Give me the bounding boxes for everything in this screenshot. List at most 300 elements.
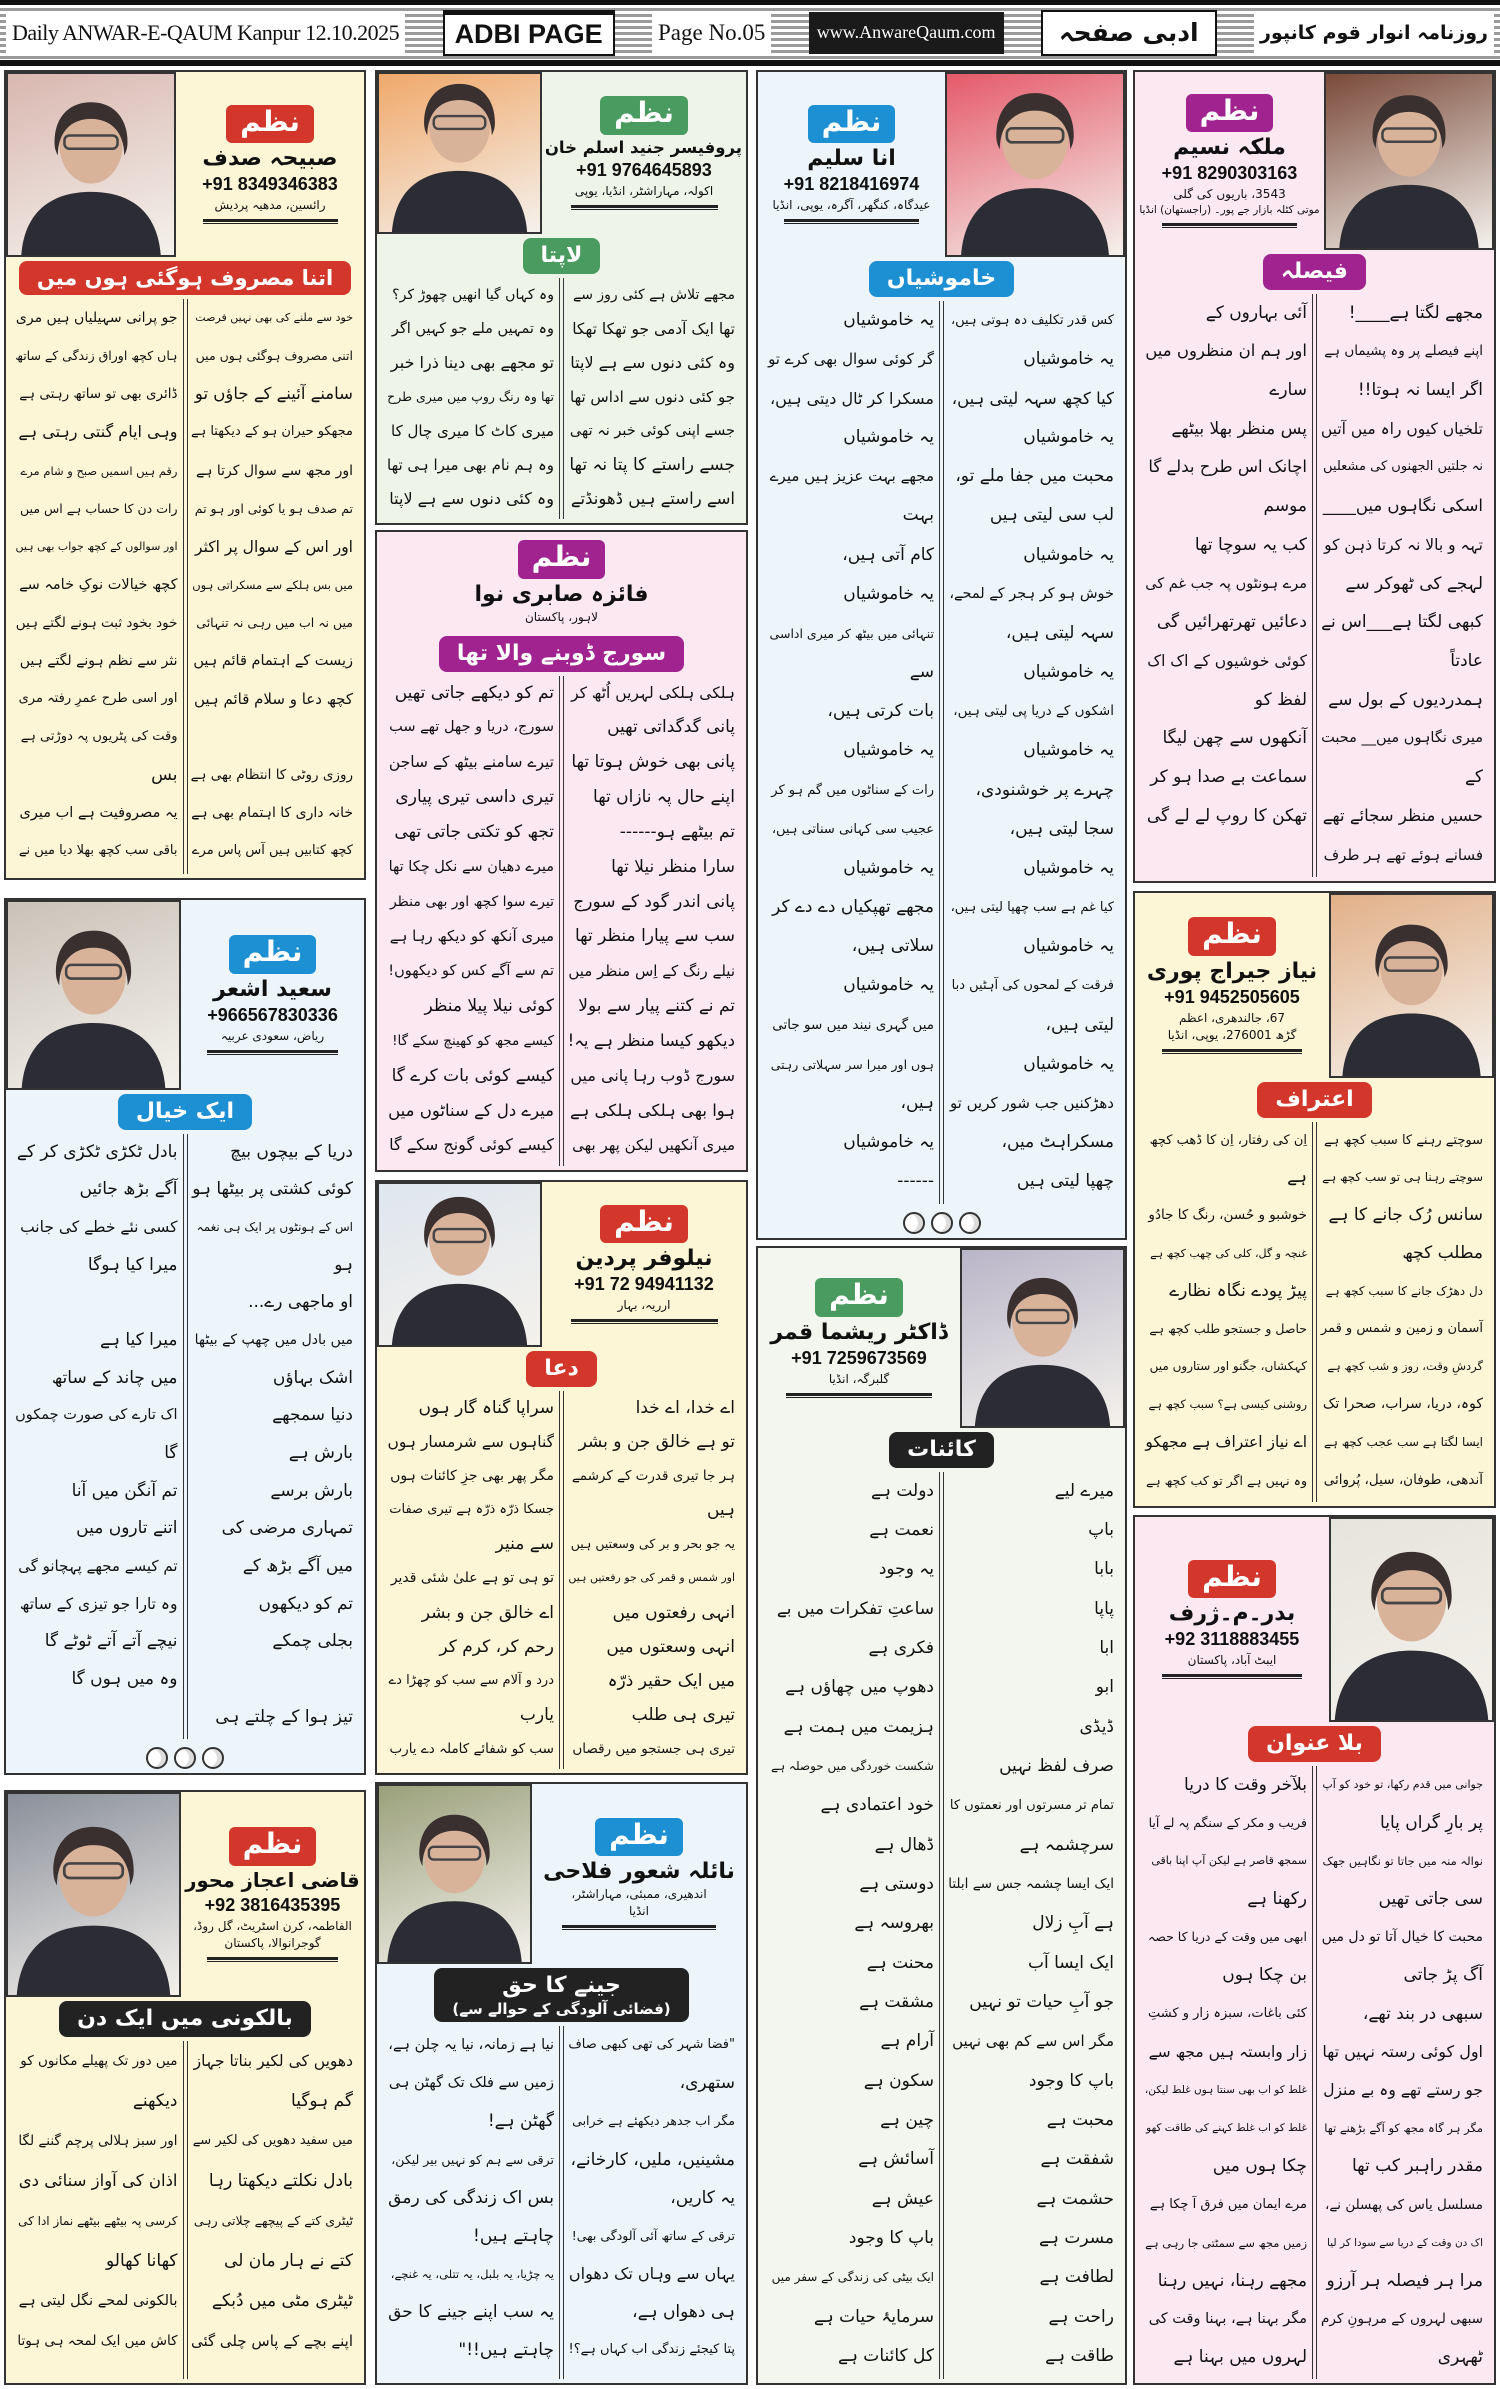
poem-line: تم نے کتنے پیار سے بولا <box>578 996 735 1017</box>
poem-column <box>944 1472 1119 2380</box>
poem-line: بن چکا ہوں <box>1222 1965 1307 1986</box>
poet-name: نیلوفر پردین <box>575 1246 713 1272</box>
poem-line: لیتی ہیں، <box>1045 1014 1114 1035</box>
poem-line: دنیا سمجھے <box>272 1405 353 1426</box>
poem-line: مجھے رہنا، نہیں رہنا <box>1157 2270 1307 2291</box>
poem-line: راحت ہے <box>1048 2306 1114 2327</box>
poem-line: یہ خاموشیاں <box>1023 662 1114 683</box>
poem-line: میری آنکھ کو دیکھ رہا ہے <box>389 927 554 946</box>
poet-info <box>181 1792 364 1997</box>
poem-line: صرف لفظ نہیں <box>999 1755 1114 1776</box>
poem-line: تم آنگن میں آنا <box>71 1480 178 1501</box>
poem-line: اتنی مصروف ہوگئی ہوں میں <box>195 348 353 364</box>
poem-line: سب کو شفائے کاملہ دے یارب <box>389 1741 554 1758</box>
poem-line: شفقت ہے <box>1040 2149 1114 2170</box>
poem-line: آسمان و زمین و شمس و قمر <box>1320 1321 1483 1337</box>
poem-line: دولت ہے <box>871 1480 934 1501</box>
poem-line: ایسا لگتا ہے سب عجب کچھ ہے <box>1323 1434 1483 1449</box>
poem-line: آنکھوں سے چھن لیگا <box>1162 728 1307 749</box>
poem-header <box>758 1248 1125 1428</box>
poem-line: میری آنکھیں لیکن پھر بھی <box>572 1136 735 1155</box>
poem-line: غلط کو اب غلط کہنے کی طاقت کھو <box>1146 2122 1307 2135</box>
poem-line: مرے ہونٹوں پہ جب غم کی <box>1145 575 1307 592</box>
poet-address: گڑھ 276001، یوپی، انڈیا <box>1167 1027 1297 1042</box>
poem-line: اور سبز ہلالی پرچم گننے لگا <box>18 2132 178 2149</box>
poem-line: تھا وہ رنگ روپ میں میری طرح <box>387 388 554 404</box>
poem-line: یہ خاموشیاں <box>1023 427 1114 448</box>
poem-line: مقدر راہبر کب تھا <box>1352 2156 1483 2177</box>
nazm-badge: نظم <box>815 1278 903 1317</box>
poem-column <box>564 676 740 1167</box>
poet-address: گلبرگہ، انڈیا <box>828 1371 890 1386</box>
poem-line: خوش ہو کر ہجر کے لمحے، <box>949 585 1114 602</box>
poem-line: غنچہ و گل، کلی کی چھب کچھ ہے <box>1150 1246 1307 1260</box>
poem-body <box>1135 1766 1494 2384</box>
poem-line: نثر سے نظم ہونے لگتے ہیں <box>19 652 178 669</box>
poem-title-text: سورج ڈوبنے والا تھا <box>456 641 667 666</box>
poem-line: یہ خاموشیاں <box>1023 348 1114 369</box>
poem-line: ہے <box>1287 1167 1307 1188</box>
poem-line: کیا غم ہے سب چھپا لیتی ہیں، <box>950 900 1114 916</box>
poem-line: شکست خوردگی میں حوصلہ ہے <box>771 1758 934 1773</box>
poet-info <box>758 72 945 257</box>
poem-line: ہوں اور میرا سر سہلاتی رہتی <box>770 1056 934 1072</box>
poem-line: بس <box>151 765 178 785</box>
poem-line: یہ مصروفیت ہے اب میری <box>19 805 178 822</box>
poem-header <box>377 72 746 234</box>
poem-line: سے <box>909 662 934 683</box>
poem-line: تو ہی تو ہے علیٰ شئی قدیر <box>390 1570 554 1587</box>
poem-line: انہی وسعتوں میں <box>606 1636 735 1657</box>
poem-line: تو ہے خالق جن و بشر <box>578 1431 735 1452</box>
poem-column <box>188 299 359 874</box>
poem-column <box>564 2026 740 2379</box>
poet-address: 67، جالندھری، اعظم <box>1179 1010 1285 1025</box>
poem-title-text: ایک خیال <box>135 1099 235 1124</box>
column-divider <box>939 301 944 1205</box>
poem-column <box>1317 1766 1488 2380</box>
poem-line: اپنے بچے کے پاس چلی گئی <box>190 2331 353 2350</box>
divider-rule <box>784 219 918 224</box>
poem-line: میں ایک حقیر ذرّہ <box>607 1670 735 1691</box>
poem-line <box>17 1284 178 1322</box>
nazm-badge: نظم <box>1188 1560 1276 1599</box>
poem-title-text: دعا <box>544 1356 579 1381</box>
poem-line: سارے <box>1269 379 1307 400</box>
poem-line: بس اک زندگی کی رمق <box>388 2187 554 2208</box>
poem-line: لہجے کی ٹھوکر سے <box>1345 573 1483 594</box>
poem-body <box>377 278 746 524</box>
poem-line: جو پرانی سہیلیاں ہیں مری <box>15 310 178 327</box>
poem-line: خوشبو و حُسن، رنگ کا جادُو <box>1148 1207 1307 1224</box>
poem-line: سوچتے رہنا ہی تو سب کچھ ہے <box>1322 1170 1483 1185</box>
poem-title-text: بالکونی میں ایک دن <box>77 2006 293 2031</box>
poem-title-text: کائنات <box>907 1437 976 1462</box>
crescent-ornament <box>6 1743 364 1773</box>
poem-title-text: خاموشیاں <box>886 266 997 291</box>
poem-line: زار وابستہ ہیں مجھ سے <box>1148 2042 1307 2061</box>
poem-line: مسرت ہے <box>1039 2228 1114 2249</box>
poem-line: کیسے کوئی بات کرے گا <box>391 1065 554 1086</box>
poem-block <box>1133 70 1496 883</box>
poem-line: خود اعتمادی ہے <box>820 1795 934 1816</box>
poet-photo <box>377 1182 542 1347</box>
poem-line: دھڑکنیں جب شور کریں تو <box>949 1093 1114 1112</box>
poem-line: ہوا بھی ہلکی ہلکی ہے <box>569 1100 735 1120</box>
poem-line: دھوپ میں چھاؤں ہے <box>785 1677 934 1698</box>
poet-phone: +91 8218416974 <box>783 174 920 195</box>
divider-rule <box>571 1319 718 1324</box>
poem-line: ایک بیٹی کی زندگی کے سفر میں <box>771 2270 934 2285</box>
poem-line: بہت <box>902 505 934 526</box>
poem-line: عادتاً <box>1450 650 1483 671</box>
poem-line: اور شمس و قمر کی جو رفعتیں ہیں <box>568 1571 735 1585</box>
poet-photo <box>377 1784 532 1964</box>
poem-line: خود سے ملنے کی بھی نہیں فرصت <box>195 311 353 325</box>
poem-column <box>1317 294 1488 878</box>
poem-line: یہ خاموشیاں <box>843 857 934 878</box>
nazm-badge: نظم <box>226 105 314 144</box>
poet-address: انڈیا <box>629 1904 649 1919</box>
divider-rule <box>203 219 338 224</box>
poem-line: کئی باغات، سبزہ زار و کشتِ <box>1148 2005 1307 2021</box>
poem-line: جسے راستے کا پتا نہ تھا <box>569 455 735 476</box>
poem-line: مگر ہر گاہ مجھ کو آگے بڑھنے تھا <box>1324 2121 1483 2136</box>
poem-line: رات دن کا حساب ہے اس میں <box>20 500 178 516</box>
poem-title <box>889 1432 994 1468</box>
poet-phone: +966567830336 <box>207 1004 338 1025</box>
poem-line: مجھے لگتا ہے____! <box>1348 302 1483 323</box>
poet-info <box>542 72 746 234</box>
poem-line: آگے بڑھ جائیں <box>79 1179 178 1200</box>
poem-line: سماعت بے صدا ہو کر <box>1150 767 1307 788</box>
poem-body <box>6 1134 364 1744</box>
poem-line: مگر اب جدھر دیکھئے ہے خرابی <box>572 2113 735 2129</box>
nazm-badge: نظم <box>229 935 317 974</box>
poem-line: تو مجھے بھی دینا ذرا خبر <box>390 352 554 372</box>
poem-line: اے خدا، اے خدا <box>635 1397 735 1418</box>
poet-name: ملکہ نسیم <box>1173 135 1286 161</box>
poem-line: مجھے تلاش ہے کئی روز سے <box>573 286 735 303</box>
poem-line: سمجھ قاصر ہے لیکن آپ اپنا باقی <box>1151 1853 1307 1867</box>
website-link[interactable]: www.AnwareQaum.com <box>809 12 1004 54</box>
poem-body <box>758 301 1125 1209</box>
poem-title <box>19 261 351 295</box>
masthead <box>0 0 1500 66</box>
poem-line: محبت کا خیال آتا تو دل میں <box>1321 1929 1483 1946</box>
poem-line: محنت ہے <box>866 1952 934 1973</box>
poem-column <box>12 299 183 874</box>
poem-line: "فضا شہر کی تھی کبھی صاف <box>568 2037 735 2053</box>
poem-line: کوئی خوشیوں کے اک اک <box>1147 651 1307 670</box>
poem-line: مسکرا کر ٹال دیتی ہیں، <box>770 388 934 408</box>
poem-line: اے خالق جن و بشر <box>421 1602 554 1623</box>
poem-line: رکھنا ہے <box>1247 1889 1307 1910</box>
poem-line: اول کوئی رستہ نہیں تھا <box>1322 2041 1483 2061</box>
poem-line: گناہوں سے شرمسار ہوں <box>387 1432 554 1451</box>
poem-line: گر کوئی سوال بھی کرے تو <box>768 349 934 368</box>
divider-rule <box>562 1925 717 1930</box>
poem-line: پیڑ پودے نگاہ نظارے <box>1169 1280 1307 1301</box>
poet-name: ڈاکٹر ریشما قمر <box>770 1319 948 1345</box>
poem-line: تم صدف ہو یا کوئی اور ہو تم <box>194 500 353 516</box>
nazm-badge: نظم <box>808 105 896 144</box>
poem-line: ٹیٹری کتے کے پیچھے چلاتی رہی <box>193 2212 353 2228</box>
poem-line: یہ خاموشیاں <box>843 427 934 448</box>
poem-line: میں چاند کے ساتھ <box>51 1367 178 1388</box>
poem-line <box>193 718 354 756</box>
poem-line: درد و آلام سے سب کو چھڑا دے <box>388 1672 554 1688</box>
poet-name: نیاز جیراج پوری <box>1146 958 1318 984</box>
poet-photo <box>960 1248 1125 1428</box>
poem-line: کتے نے ہار مان لی <box>224 2250 353 2271</box>
poem-line: دھویں کی لکیر بناتا جہاز <box>193 2051 353 2070</box>
poem-line: یہ خاموشیاں <box>1023 936 1114 957</box>
poem-block <box>375 530 748 1172</box>
poem-line: پر بارِ گراں پایا <box>1380 1812 1483 1833</box>
poem-line: حشمت ہے <box>1036 2188 1114 2209</box>
poem-line: ہلکی ہلکی لہریں اُٹھ کر <box>571 683 735 702</box>
poem-line: تیز ہوا کے چلتے ہی <box>215 1706 353 1727</box>
poem-line: دعائیں تھرتھرائیں گی <box>1156 612 1307 633</box>
poet-phone: +91 9764645893 <box>576 159 712 180</box>
poem-line: ترقی سے ہم کو نہیں بیر لیکن، <box>391 2151 554 2167</box>
poem-line: مگر پھر بھی جزِ کائنات ہوں <box>390 1467 554 1484</box>
crescent-icon <box>174 1747 196 1769</box>
poem-title-text: فیصلہ <box>1281 259 1348 284</box>
column-divider <box>559 676 564 1167</box>
crescent-icon <box>146 1747 168 1769</box>
poem-line: سورج ڈوب رہا پانی میں <box>570 1065 735 1085</box>
column-divider <box>183 299 188 874</box>
poem-line: میرا کیا ہوگا <box>87 1254 178 1275</box>
poem-line: تم کو دیکھوں <box>258 1593 353 1614</box>
poem-line: ابو <box>1095 1677 1114 1698</box>
poem-line: اسکی نگاہوں میں____ <box>1322 496 1483 516</box>
poem-line: ہو <box>334 1254 353 1275</box>
poem-line: سہہ لیتی ہیں، <box>1005 622 1114 643</box>
poet-name: بدر۔م۔ژرف <box>1168 1601 1296 1627</box>
poem-line: چکا ہوں میں <box>1212 2156 1307 2177</box>
poem-line: میں آگے بڑھ کے <box>242 1556 353 1577</box>
poem-line: ساعتِ تفکرات میں بے <box>776 1598 934 1619</box>
poem-line: یارب <box>519 1705 554 1726</box>
poem-block <box>375 1782 748 2385</box>
poem-line: حسیں منظر سجائے تھے <box>1322 805 1483 825</box>
poem-line: ڈھال ہے <box>874 1834 934 1855</box>
poem-line: تم کو دیکھے جاتی تھیں <box>394 682 554 703</box>
poem-body <box>377 2026 746 2383</box>
poem-line: ابا <box>1099 1637 1114 1658</box>
poem-line: سب سے پیارا منظر تھا <box>574 926 735 947</box>
poem-line: جو کئی دنوں سے اداس تھا <box>570 387 735 406</box>
poem-line: میری نگاہوں میں__ محبت <box>1321 730 1483 747</box>
poem-line: چہرے پر خوشنودی، <box>975 779 1114 800</box>
poem-line: اور اس کے سوال پر اکثر <box>195 537 353 556</box>
poem-line: خود بخود ثبت ہونے لگتے ہیں <box>15 614 178 631</box>
poem-line: آرام ہے <box>880 2031 934 2052</box>
divider-rule <box>1162 1674 1302 1679</box>
divider-rule <box>786 1393 932 1398</box>
poem-line: میں نہ اب میں رہی نہ تنہائی <box>196 614 353 630</box>
poem-line: ہے آبِ زلال <box>1032 1913 1114 1934</box>
poem-line: یہ خاموشیاں <box>843 309 934 330</box>
poem-line: سراپا گناہ گار ہوں <box>418 1397 554 1418</box>
poem-line: تم کیسے مجھے پہچانو گی <box>18 1557 178 1576</box>
poet-address: اندھیری، ممبئی، مہاراشٹر، <box>571 1887 707 1902</box>
poem-line: یہ خاموشیاں <box>1023 857 1114 878</box>
poem-line: اچانک اس طرح بدلے گا <box>1148 457 1307 477</box>
poem-line: عیش ہے <box>871 2188 934 2209</box>
poem-line: لہروں میں بہنا ہے <box>1173 2347 1307 2368</box>
poem-line: زمیں مجھ سے سمٹتی جا رہی ہے <box>1145 2235 1307 2250</box>
poem-title <box>1257 1082 1371 1118</box>
poem-line: مجھکو حیران ہو کے دیکھتا ہے <box>190 424 353 440</box>
poem-line: آگ پڑ جاتی <box>1403 1965 1483 1986</box>
poem-line: ہزیمت میں ہمت ہے <box>783 1716 934 1737</box>
poem-block <box>375 1180 748 1775</box>
poem-header <box>758 72 1125 257</box>
poem-line: کاش میں ایک لمحہ ہی ہوتا <box>17 2332 178 2349</box>
poem-line: رحم کر، کرم کر <box>439 1636 554 1657</box>
poem-line: جسکا ذرّہ ذرّہ ہے تیری صفات <box>389 1502 554 1518</box>
nazm-badge: نظم <box>1188 917 1276 956</box>
poem-line: مشینیں، ملیں، کارخانے، <box>570 2149 735 2170</box>
poem-title <box>523 238 601 274</box>
poem-line: بارش ہے <box>288 1443 353 1463</box>
poem-line: کھانا کھالو <box>106 2250 178 2271</box>
poem-line: کیا کچھ سہہ لیتی ہیں، <box>951 388 1114 408</box>
section-title: ADBI PAGE <box>443 10 615 56</box>
poem-line: نوالہ منہ میں جاتا تو نگاہیں جھک <box>1322 1853 1483 1868</box>
poem-line: لفظ کو <box>1254 689 1307 710</box>
poet-photo <box>6 1792 181 1997</box>
poem-line: دوستی ہے <box>859 1873 934 1894</box>
poem-line: دیکھنے <box>132 2090 178 2111</box>
poem-line: میرے لیے <box>1054 1480 1114 1501</box>
poem-header <box>1135 1517 1494 1722</box>
poem-line: پانی بھی خوش ہوتا تھا <box>571 752 735 773</box>
poem-title-text: اتنا مصروف ہوگئی ہوں میں <box>36 266 334 290</box>
poet-name: نائلہ شعور فلاحی <box>543 1859 735 1885</box>
poem-line: کل کائنات ہے <box>837 2346 934 2367</box>
poem-line: انہی رفعتوں میں <box>612 1602 735 1623</box>
poem-line: سی جاتی تھیں <box>1378 1889 1483 1910</box>
poet-info <box>1135 72 1324 250</box>
poem-line: پس منظر بھلا بیٹھے <box>1171 418 1307 439</box>
poem-line: گا <box>164 1443 178 1463</box>
poet-photo <box>945 72 1125 257</box>
poem-line: میرا کیا ہے <box>100 1329 178 1350</box>
poet-phone: +91 8349346383 <box>202 174 338 195</box>
poem-line: تم بیٹھے ہو------ <box>619 821 735 842</box>
nazm-badge: نظم <box>595 1818 683 1857</box>
poem-line: سبھی لہروں کے مرہونِ کرم <box>1321 2311 1483 2328</box>
column-divider <box>1312 294 1317 878</box>
poem-line: سارا منظر نیلا تھا <box>611 856 735 877</box>
poem-line: پاپا <box>1094 1598 1114 1619</box>
poem-line: ترقی کے ساتھ آئی آلودگی بھی! <box>571 2227 735 2243</box>
poem-line: میں سفید دھویں کی لکیر سے <box>192 2132 353 2148</box>
poem-line: اسے راستے ہیں ڈھونڈتے <box>570 489 735 509</box>
poem-subtitle: (فضائی آلودگی کے حوالے سے) <box>452 1999 671 2018</box>
poem-line: یہ وجود <box>878 1559 934 1580</box>
poem-column <box>188 1134 359 1740</box>
poem-line: یہ خاموشیاں <box>1023 1053 1114 1074</box>
poet-info <box>758 1248 960 1428</box>
poet-info <box>532 1784 746 1964</box>
poem-line: مرا ہر فیصلہ ہر آرزو <box>1326 2270 1483 2291</box>
poem-title <box>118 1094 252 1130</box>
divider-rule <box>1162 223 1298 228</box>
nazm-badge: نظم <box>600 96 688 135</box>
poem-line: میں گہری نیند میں سو جاتی <box>772 1016 934 1033</box>
poem-block <box>4 70 366 880</box>
poem-line: اتنے تاروں میں <box>76 1518 178 1539</box>
poem-line: وقت کی پٹریوں پہ دوڑتی ہے <box>20 728 178 744</box>
poem-line: تیری ہی طلب <box>631 1705 735 1726</box>
poem-line: سوچتے رہنے کا سبب کچھ ہے <box>1323 1132 1483 1148</box>
poem-line: سلاتی ہیں، <box>851 936 934 957</box>
poem-line: فکری ہے <box>868 1637 934 1658</box>
poem-line: نیا ہے زمانہ، نیا یہ چلن ہے، <box>388 2037 554 2054</box>
poem-header <box>1135 893 1494 1078</box>
poem-column <box>764 1472 939 2380</box>
poem-line: کب یہ سوچا تھا <box>1194 534 1307 555</box>
poem-title-text: لاپتا <box>540 243 583 268</box>
poem-line: موسم <box>1263 496 1307 517</box>
poem-line: مجھے تھپکیاں دے دے کر <box>772 897 934 918</box>
poem-line: یہ خاموشیاں <box>843 583 934 604</box>
poem-block <box>4 1790 366 2385</box>
poem-body <box>377 676 746 1171</box>
column-divider <box>559 1391 564 1770</box>
poem-block <box>1133 891 1496 1508</box>
poem-line: ٹھہری <box>1437 2347 1483 2368</box>
crescent-icon <box>931 1212 953 1234</box>
poem-line: ستھری، <box>679 2073 735 2094</box>
newspaper-name-urdu: روزنامہ انوار قوم کانپور <box>1254 13 1494 53</box>
poem-line: رات کے سناٹوں میں گم ہو کر <box>771 782 934 798</box>
poem-line: اپنے حال پہ نازاں تھا <box>593 787 735 808</box>
poet-address: 3543، باریوں کی گلی <box>1173 187 1286 202</box>
column-divider <box>1312 1766 1317 2380</box>
poem-body <box>1135 294 1494 882</box>
poem-line: وہ نہیں ہے اگر تو کب کچھ ہے <box>1146 1472 1307 1488</box>
divider-rule <box>207 1050 338 1055</box>
poem-line: تمام تر مسرتوں اور نعمتوں کا <box>949 1798 1114 1814</box>
poem-line: مجھے بہت عزیز ہیں میرے <box>769 467 934 486</box>
poet-address: رائسین، مدھیہ پردیش <box>214 198 326 213</box>
poem-header <box>377 1784 746 1964</box>
poem-title <box>1263 254 1366 290</box>
poem-line: بلآخر وقت کا دریا <box>1184 1774 1307 1795</box>
poem-line: ہر جا تیری قدرت کے کرشمے <box>571 1467 735 1484</box>
poem-line: آئی بہاروں کے <box>1205 302 1307 323</box>
poem-body <box>377 1391 746 1774</box>
poet-phone: +91 8290303163 <box>1161 163 1298 184</box>
crescent-icon <box>903 1212 925 1234</box>
poem-line: مسلسل یاس کی پھسلن نے، <box>1325 2196 1483 2213</box>
poem-line: چاہتے ہیں!!" <box>458 2340 554 2361</box>
poet-info <box>377 532 746 632</box>
poem-line: نعمت ہے <box>869 1519 934 1540</box>
poem-line: جسے اپنی کوئی خبر نہ تھی <box>569 423 735 440</box>
poem-line: تمہاری مرضی کی <box>221 1518 353 1539</box>
poem-column <box>383 2026 559 2379</box>
poem-line: وہ تارا جو تیزی کے ساتھ <box>19 1594 178 1613</box>
poem-line: آسائش ہے <box>858 2149 934 2170</box>
